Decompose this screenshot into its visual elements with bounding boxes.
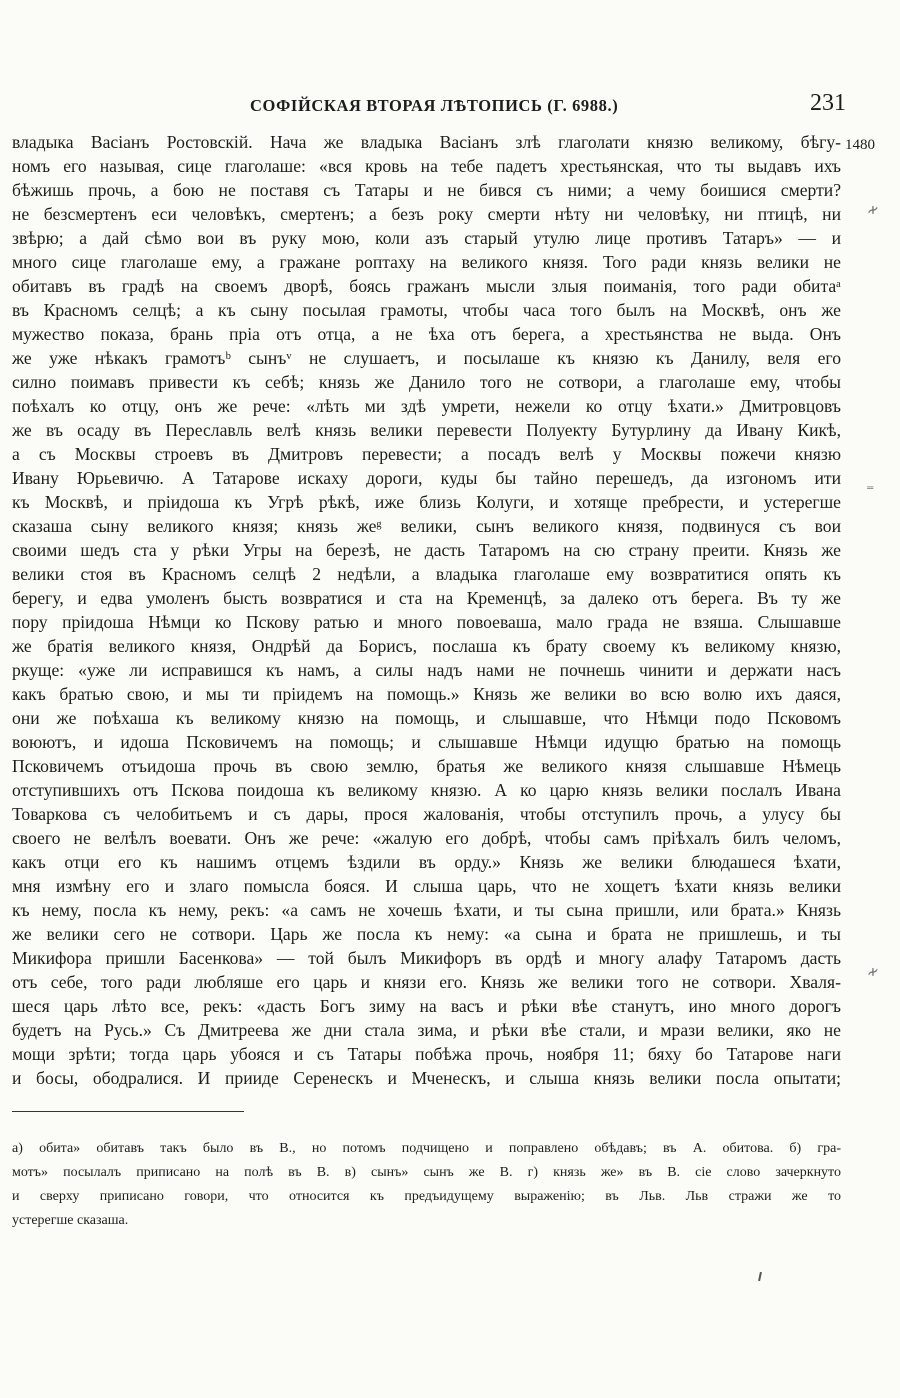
running-header <box>0 90 900 120</box>
text-line: поѣхалъ ко отцу, онъ же рече: «лѣть ми здѣ умрети, нежели ко отцу ѣхати.» Дмитровцовъ <box>12 396 841 416</box>
text-line: много сице глаголаше ему, а гражане роптаху на великого князя. Того ради князь велики не <box>12 252 841 272</box>
text-line: и босы, ободралися. И прииде Серенескъ и Мченескъ, и слыша князь велики посла опытати; <box>12 1068 841 1088</box>
footnote-line: а) обита» обитавъ такъ было въ В., но потомъ подчищено и поправлено обѣдавъ; въ А. обитова. б) гра- <box>12 1141 841 1156</box>
text-line: они же поѣхаша къ великому князю на помощь, и слышавше, что Нѣмци подо Псковомъ <box>12 708 841 728</box>
text-line: же уже нѣкакъ грамотъᵇ сынъᵛ не слушаетъ, и посылаше къ князю къ Данилу, веля его <box>12 348 841 368</box>
text-line: какъ отци его къ нашимъ отцемъ ѣздили въ орду.» Князь же велики блюдашеся ѣхати, <box>12 852 841 872</box>
text-line: мня измѣну его и злаго помысла бояся. И слыша царь, что не хощетъ ѣхати князь велики <box>12 876 841 896</box>
page-number: 231 <box>810 90 846 116</box>
margin-year: 1480 <box>845 137 875 153</box>
text-line: отъ себе, того ради любляше его царь и князи его. Князь же велики того не сотвори. Хваля- <box>12 972 841 992</box>
text-line: ркуще: «уже ли исправишся къ намъ, а силы надъ нами не почнешь чинити и держати насъ <box>12 660 841 680</box>
text-line: своими шедъ ста у рѣки Угры на березѣ, не дасть Татаромъ на сю страну преити. Князь же <box>12 540 841 560</box>
text-line: обитавъ въ градѣ на своемъ дворѣ, боясь гражанъ мысли злыя поиманія, того ради обитаᵃ <box>12 276 841 296</box>
text-line: не безсмертенъ еси человѣкъ, смертенъ; а безъ року смерти нѣту ни человѣку, ни птицѣ, ни <box>12 204 841 224</box>
margin-mark-2: ⁼ <box>866 481 875 500</box>
text-line: звѣрю; а дай сѣмо вои въ руку мою, коли азъ старый утулю лице противъ Татаръ» — и <box>12 228 841 248</box>
text-line: шеся царь лѣто все, рекъ: «дасть Богъ зиму на васъ и рѣки вѣе станутъ, ино много дорогъ <box>12 996 841 1016</box>
footnote-line: и сверху приписано говори, что относится къ предъидущему выраженію; въ Льв. Льв стражи же то <box>12 1189 841 1204</box>
text-line: мужество показа, брань пріа отъ отца, а не ѣха отъ берега, а хрестьянства не выда. Онъ <box>12 324 841 344</box>
text-line: своего не велѣлъ воевати. Онъ же рече: «жалую его добрѣ, чтобы самъ пріѣхалъ билъ челомъ, <box>12 828 841 848</box>
text-line: Псковичемъ отъидоша прочь въ свою землю, братья же великого князя слышавше Нѣмець <box>12 756 841 776</box>
text-line: воюютъ, и идоша Псковичемъ на помощь; и слышавше Нѣмци идущю братью на помощь <box>12 732 841 752</box>
text-line: пору пріидоша Нѣмци ко Пскову ратью и много повоеваша, мало града не взяша. Слышавше <box>12 612 841 632</box>
running-title: СОФІЙСКАЯ ВТОРАЯ ЛѢТОПИСЬ (Г. 6988.) <box>250 96 619 115</box>
text-line: владыка Васіанъ Ростовскій. Нача же владыка Васіанъ злѣ глаголати князю великому, бѣгу- <box>12 132 841 152</box>
text-line: велики стоя въ Красномъ селцѣ 2 недѣли, а владыка глаголаше ему возвратитися опять къ <box>12 564 841 584</box>
footnote-line: мотъ» посылалъ приписано на полѣ въ В. в) сынъ» сынъ же В. г) князь же» въ В. сіе слово зачеркнуто <box>12 1165 841 1180</box>
footnote-rule <box>12 1111 244 1112</box>
text-line: Товаркова съ челобитьемъ и съ дары, прося жалованія, чтобы отступилъ прочь, а улусу бы <box>12 804 841 824</box>
text-line: бѣжишь прочь, а бою не поставя съ Татары и не бився съ ними; а чему боишися смерти? <box>12 180 841 200</box>
text-line: же въ осаду въ Переславль велѣ князь велики перевести Полуекту Бутурлину да Ивану Кикѣ, <box>12 420 841 440</box>
text-line: въ Красномъ селцѣ; а къ сыну посылая грамоты, чтобы часа того былъ на Москвѣ, онъ же <box>12 300 841 320</box>
text-line: отступившихъ отъ Пскова поидоша къ великому князю. А ко царю князь велики послалъ Ивана <box>12 780 841 800</box>
text-line: къ Москвѣ, и пріидоша къ Угрѣ рѣкѣ, иже близь Колуги, и хотяще пребрести, и устерегше <box>12 492 841 512</box>
text-line: берегу, и едва умоленъ бысть возвратися и ста на Кременцѣ, за далеко отъ берега. Въ ту же <box>12 588 841 608</box>
text-line: силно поимавъ привести къ себѣ; князь же Данило того не сотвори, а глаголаше ему, чтобы <box>12 372 841 392</box>
margin-mark-1: ≁ <box>862 198 883 221</box>
text-line: номъ его называя, сице глаголаше: «вся кровь на тебе падетъ хрестьянская, что ты выдавъ ихъ <box>12 156 841 176</box>
footnote-line: устерегше сказаша. <box>12 1213 129 1228</box>
text-line: же велики сего не сотвори. Царь же посла къ нему: «а сына и брата не пришлешь, и ты <box>12 924 841 944</box>
text-line: сказаша сыну великого князя; князь жеᵍ велики, сынъ великого князя, подвинуся съ вои <box>12 516 841 536</box>
text-line: же братія великого князя, Ондрѣй да Борисъ, послаша къ брату своему къ великому князю, <box>12 636 841 656</box>
text-line: мощи зрѣти; тогда царь убояся и съ Татары побѣжа прочь, ноября 11; бяху бо Татарове наги <box>12 1044 841 1064</box>
margin-mark-3: ≁ <box>862 960 883 983</box>
text-line: къ нему, посла къ нему, рекъ: «а самъ не хочешь ѣхати, и ты сына пришли, или брата.» Князь <box>12 900 841 920</box>
text-line: будетъ на Русь.» Съ Дмитреева же дни стала зима, и рѣки вѣе стали, и мрази велики, яко не <box>12 1020 841 1040</box>
stray-mark <box>758 1272 762 1281</box>
text-line: какъ братью свою, и мы ти пріидемъ на помощь.» Князь же велики во всю волю ихъ даяся, <box>12 684 841 704</box>
text-line: Микифора пришли Басенкова» — той былъ Микифоръ въ ордѣ и многу алафу Татаромъ дасть <box>12 948 841 968</box>
text-line: Ивану Юрьевичю. А Татарове искаху дороги, куды бы тайно перешедъ, да изгономъ ити <box>12 468 841 488</box>
text-line: а съ Москвы строевъ въ Дмитровъ перевести; а посадъ велѣ у Москвы пожечи князю <box>12 444 841 464</box>
